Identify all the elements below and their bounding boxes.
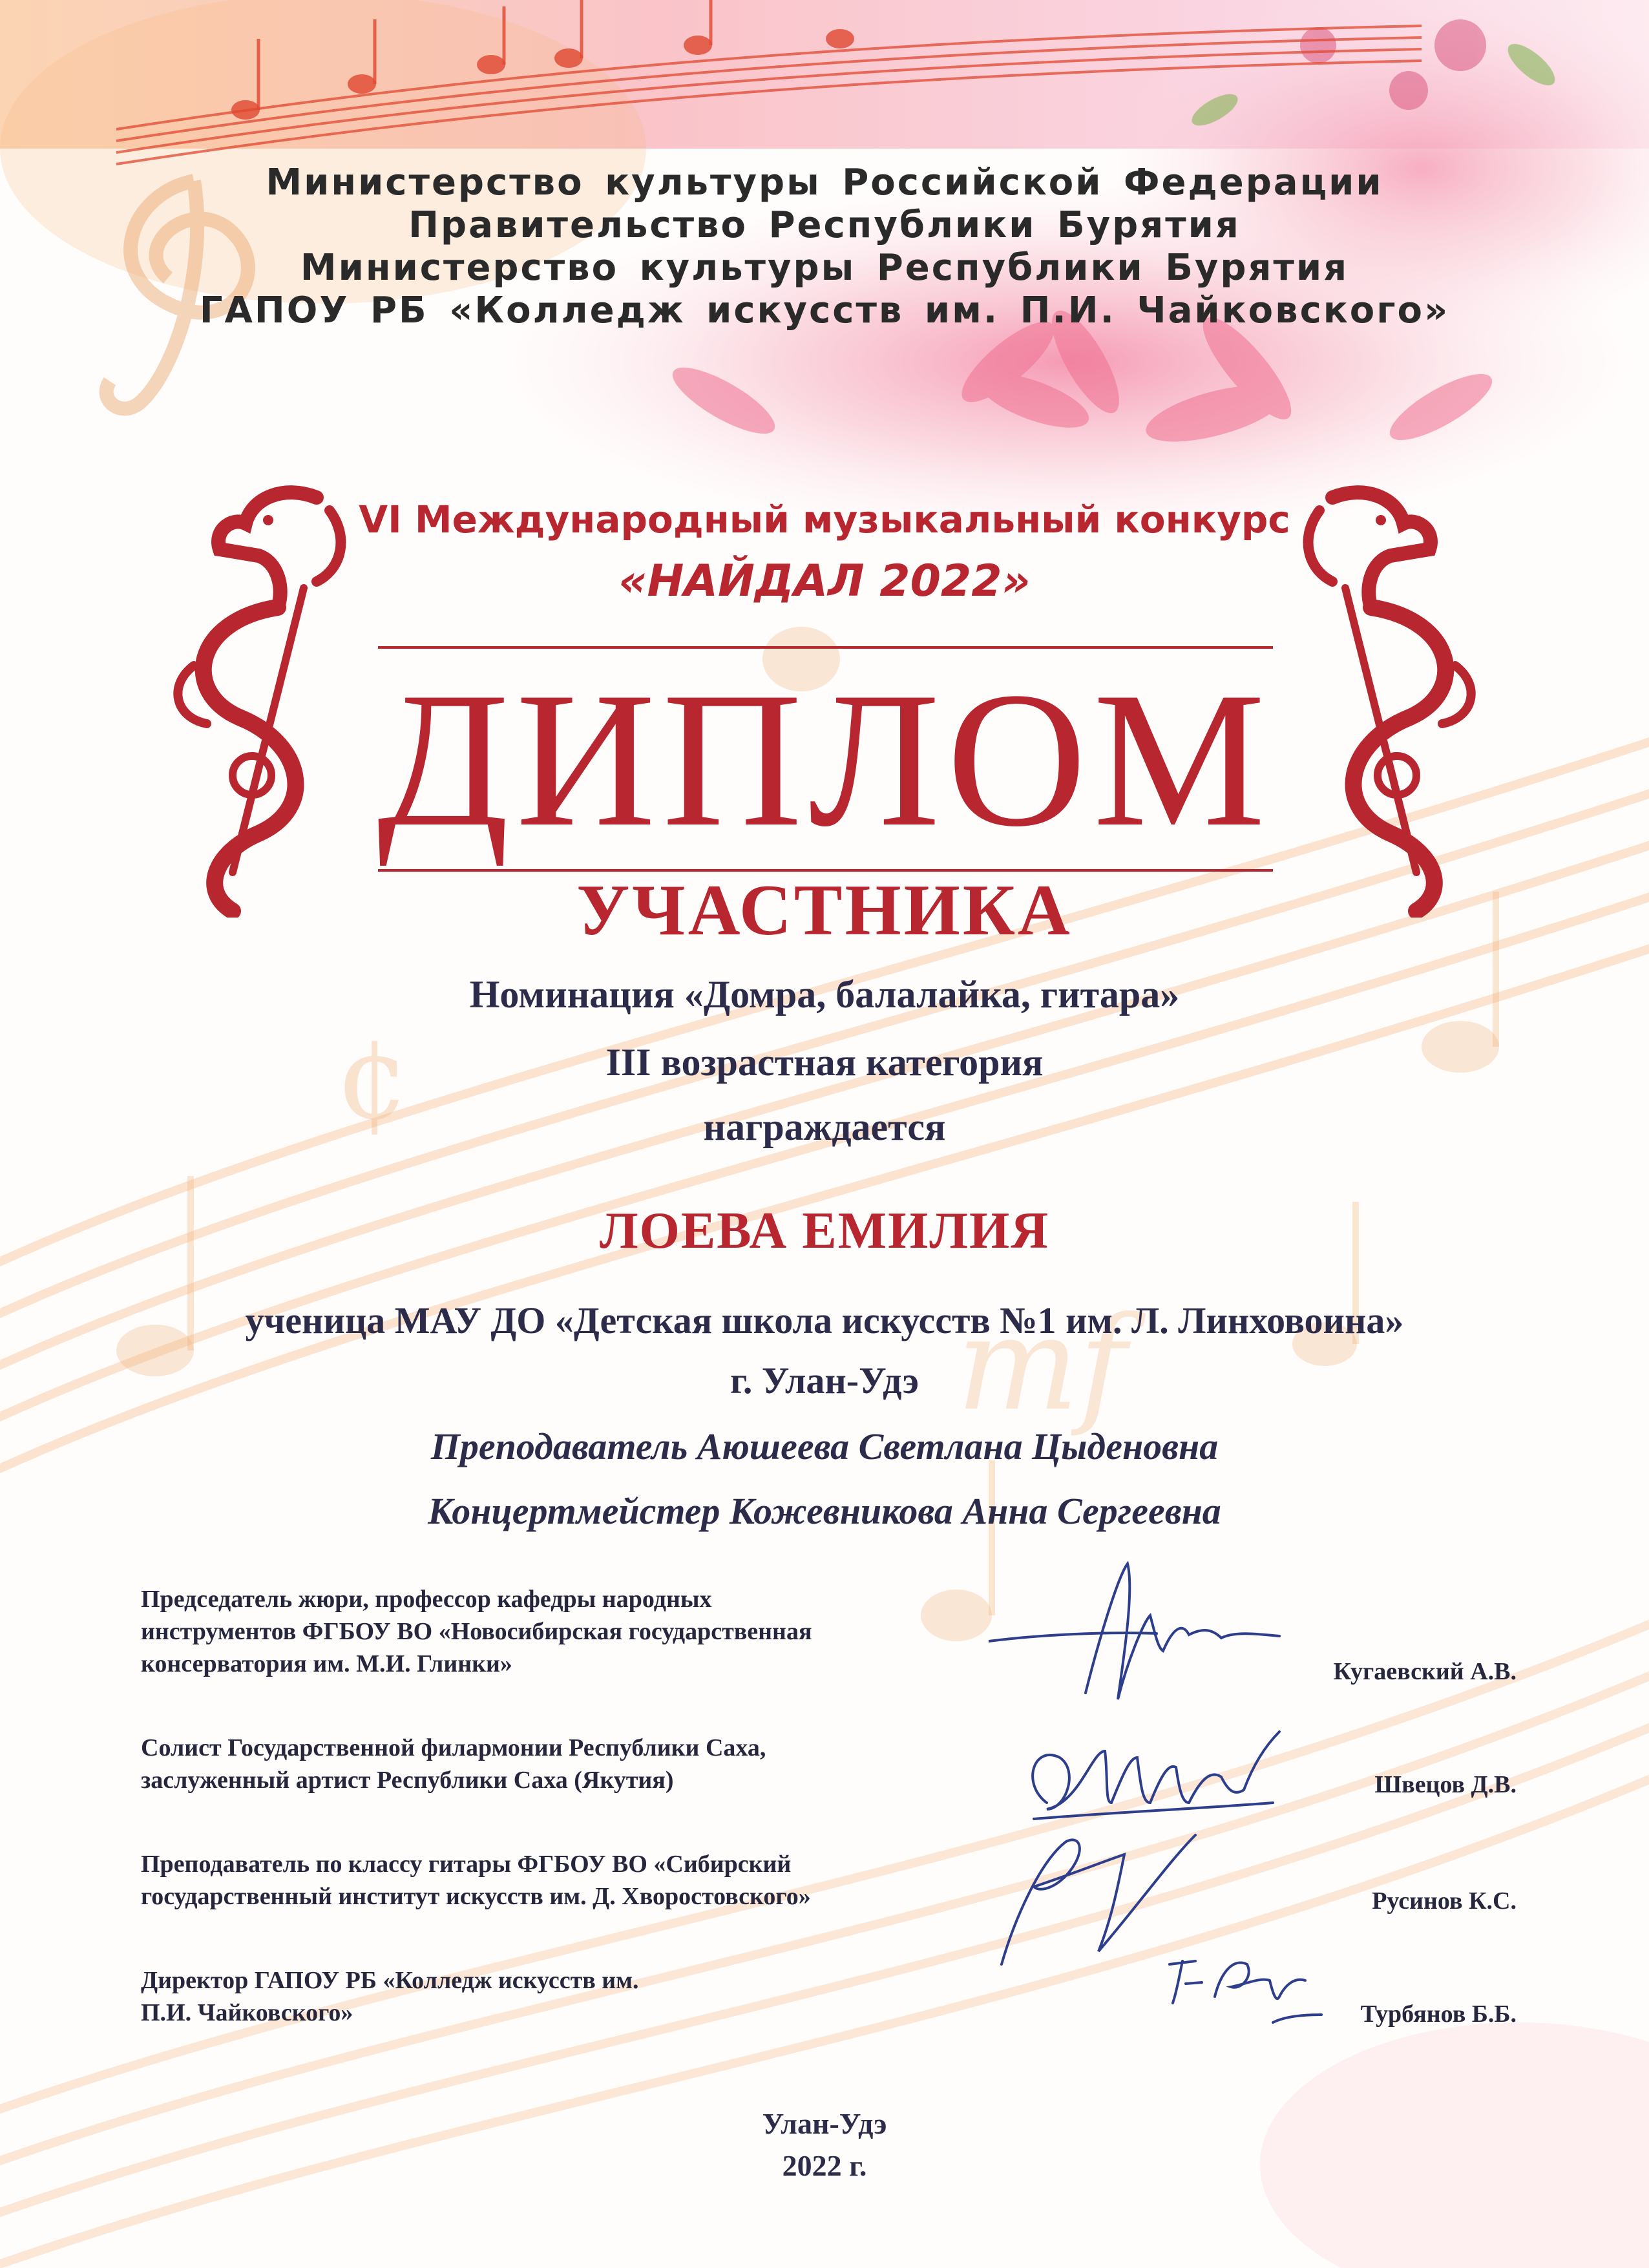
footer-city: Улан-Удэ — [762, 2107, 887, 2140]
awarded-label: награждается — [703, 1106, 946, 1148]
jury-4-title — [141, 1964, 981, 2029]
signature-4-icon — [1157, 1932, 1325, 2029]
age-category: III возрастная категория — [605, 1041, 1044, 1084]
svg-text:mf: mf — [956, 1289, 1127, 1440]
organizer-line-3: Министерство культуры Республики Бурятия — [300, 247, 1349, 289]
accompanist-line: Концертмейстер Кожевникова Анна Сергеевна — [428, 1490, 1221, 1532]
footer-year: 2022 г. — [782, 2149, 867, 2182]
jury-1-title — [141, 1583, 981, 1680]
signature-1-icon — [989, 1551, 1292, 1719]
diploma-title: ДИПЛОМ — [377, 652, 1272, 866]
organizer-line-2: Правительство Республики Бурятия — [408, 204, 1241, 246]
jury-1-title-line-3: консерватория им. М.И. Глинки» — [141, 1650, 512, 1677]
jury-2-title-line-2: заслуженный артист Республики Саха (Якутия) — [141, 1767, 674, 1794]
nomination: Номинация «Домра, балалайка, гитара» — [469, 973, 1180, 1016]
teacher-line: Преподаватель Аюшеева Светлана Цыденовна — [430, 1425, 1219, 1467]
contest-title: VI Международный музыкальный конкурс — [359, 498, 1290, 541]
jury-4-title-line-2: П.И. Чайковского» — [141, 1999, 353, 2026]
jury-4-title-line-1: Директор ГАПОУ РБ «Колледж искусств им. — [141, 1967, 639, 1994]
jury-2-name: Швецов Д.В. — [1374, 1771, 1517, 1798]
jury-1-title-line-1: Председатель жюри, профессор кафедры народных — [141, 1586, 712, 1613]
organizer-line-4: ГАПОУ РБ «Колледж искусств им. П.И. Чайковского» — [199, 289, 1450, 331]
city-line: г. Улан-Удэ — [730, 1360, 919, 1402]
organizer-line-1: Министерство культуры Российской Федерации — [266, 162, 1383, 204]
school-line: ученица МАУ ДО «Детская школа искусств №1 им. Л. Линховоина» — [245, 1299, 1404, 1341]
svg-text:¢: ¢ — [336, 1011, 410, 1146]
diploma-subtitle: УЧАСТНИКА — [576, 870, 1073, 950]
jury-3-title — [141, 1848, 981, 1913]
jury-3-name: Русинов К.С. — [1372, 1887, 1517, 1915]
divider-top — [378, 646, 1273, 649]
contest-name: «НАЙДАЛ 2022» — [618, 556, 1031, 607]
jury-1-title-line-2: инструментов ФГБОУ ВО «Новосибирская государственная — [141, 1618, 812, 1645]
signature-2-icon — [995, 1706, 1305, 1842]
jury-2-title — [141, 1732, 981, 1796]
jury-4-name: Турбянов Б.Б. — [1360, 2000, 1517, 2028]
jury-3-title-line-2: государственный институт искусств им. Д. Хворостовского» — [141, 1883, 811, 1910]
jury-3-title-line-1: Преподаватель по классу гитары ФГБОУ ВО «Сибирский — [141, 1851, 792, 1878]
recipient-name: ЛОЕВА ЕМИЛИЯ — [600, 1202, 1049, 1259]
jury-2-title-line-1: Солист Государственной филармонии Республики Саха, — [141, 1734, 766, 1761]
jury-1-name: Кугаевский А.В. — [1333, 1658, 1517, 1685]
